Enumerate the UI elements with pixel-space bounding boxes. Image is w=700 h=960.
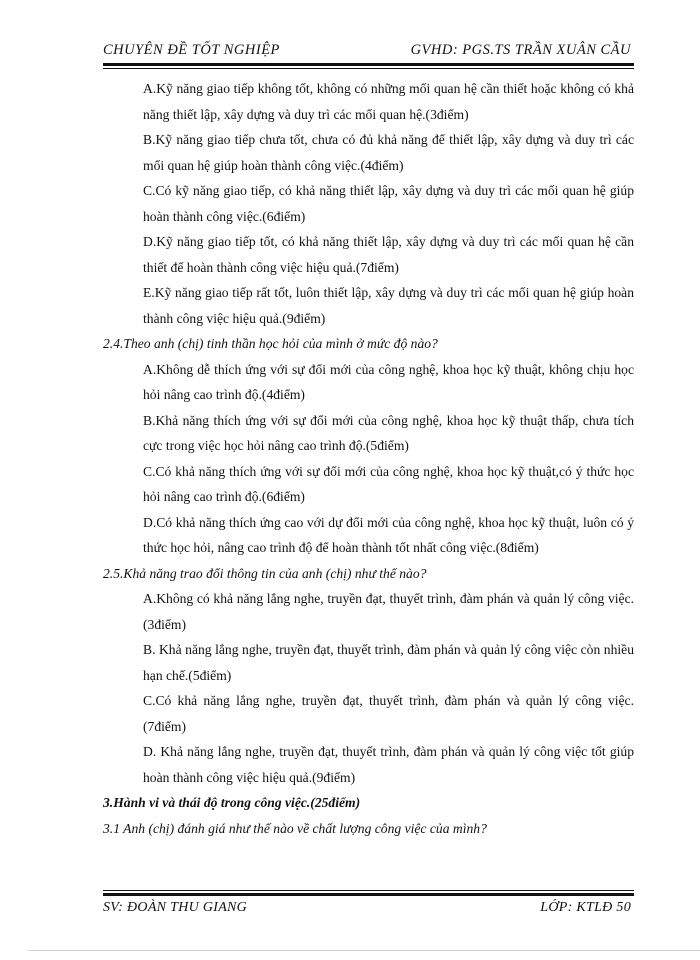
option-2-3-c: C.Có kỹ năng giao tiếp, có khả năng thiết lập, xây dựng và duy trì các mối quan hệ giúp hoàn thành công việc.(6điểm) (143, 183, 634, 224)
section-3-heading: 3.Hành vi và thái độ trong công việc.(25điểm) (103, 795, 361, 810)
header-title: CHUYÊN ĐỀ TỐT NGHIỆP (103, 42, 280, 58)
footer-rule-thick (103, 893, 634, 896)
option-2-5-a: A.Không có khả năng lắng nghe, truyền đạt, thuyết trình, đàm phán và quản lý công việc.(3điểm) (143, 591, 634, 632)
option-2-3-d: D.Kỹ năng giao tiếp tốt, có khả năng thiết lập, xây dựng và duy trì các mối quan hệ cần thiết để hoàn thành công việc hiệu quả.(7điểm) (143, 234, 634, 275)
question-3-1: 3.1 Anh (chị) đánh giá như thế nào về chất lượng công việc của mình? (103, 820, 487, 836)
question-2-5: 2.5.Khả năng trao đổi thông tin của anh (chị) như thế nào? (103, 565, 427, 581)
option-2-4-a: A.Không dễ thích ứng với sự đổi mới của công nghệ, khoa học kỹ thuật, không chịu học hỏi nâng cao trình độ.(4điểm) (143, 361, 634, 402)
footer-class: LỚP: KTLĐ 50 (540, 900, 631, 915)
option-2-3-b: B.Kỹ năng giao tiếp chưa tốt, chưa có đủ khả năng để thiết lập, xây dựng và duy trì các mối quan hệ giúp hoàn thành công việc.(4điểm) (143, 132, 634, 173)
document-body (103, 76, 634, 841)
question-2-4: 2.4.Theo anh (chị) tinh thần học hỏi của mình ở mức độ nào? (103, 336, 438, 351)
footer-student: SV: ĐOÀN THU GIANG (103, 900, 248, 915)
footer-rule-thin (103, 890, 634, 891)
option-2-4-c: C.Có khả năng thích ứng với sự đổi mới của công nghệ, khoa học kỹ thuật,có ý thức học hỏi nâng cao trình độ.(6điểm) (143, 463, 634, 504)
header-rule-thick (103, 63, 634, 66)
option-2-3-a: A.Kỹ năng giao tiếp không tốt, không có những mối quan hệ cần thiết hoặc không có khả năng thiết lập, xây dựng và duy trì các mối quan hệ.(3điểm) (143, 81, 634, 122)
option-2-5-d: D. Khả năng lắng nghe, truyền đạt, thuyết trình, đàm phán và quản lý công việc tốt giúp hoàn thành công việc hiệu quả.(9điểm) (143, 744, 634, 785)
option-2-5-b: B. Khả năng lắng nghe, truyền đạt, thuyết trình, đàm phán và quản lý công việc còn nhiều hạn chế.(5điểm) (143, 642, 634, 683)
page-footer (103, 900, 631, 920)
option-2-4-d: D.Có khả năng thích ứng cao với dự đổi mới của công nghệ, khoa học kỹ thuật, luôn có ý thức học hỏi, nâng cao trình độ để hoàn thành tốt nhất công việc.(8điểm) (143, 514, 634, 555)
header-advisor: GVHD: PGS.TS TRẦN XUÂN CẦU (410, 42, 631, 58)
page-header (103, 42, 631, 62)
option-2-3-e: E.Kỹ năng giao tiếp rất tốt, luôn thiết lập, xây dựng và duy trì các mối quan hệ giúp hoàn thành công việc hiệu quả.(9điểm) (143, 285, 634, 326)
header-rule-thin (103, 68, 634, 69)
option-2-4-b: B.Khả năng thích ứng với sự đổi mới của công nghệ, khoa học kỹ thuật thấp, chưa tích cực trong việc học hỏi nâng cao trình độ.(5điểm) (143, 412, 634, 453)
page-bottom-edge (28, 950, 700, 951)
option-2-5-c: C.Có khả năng lắng nghe, truyền đạt, thuyết trình, đàm phán và quản lý công việc.(7điểm) (143, 693, 634, 734)
